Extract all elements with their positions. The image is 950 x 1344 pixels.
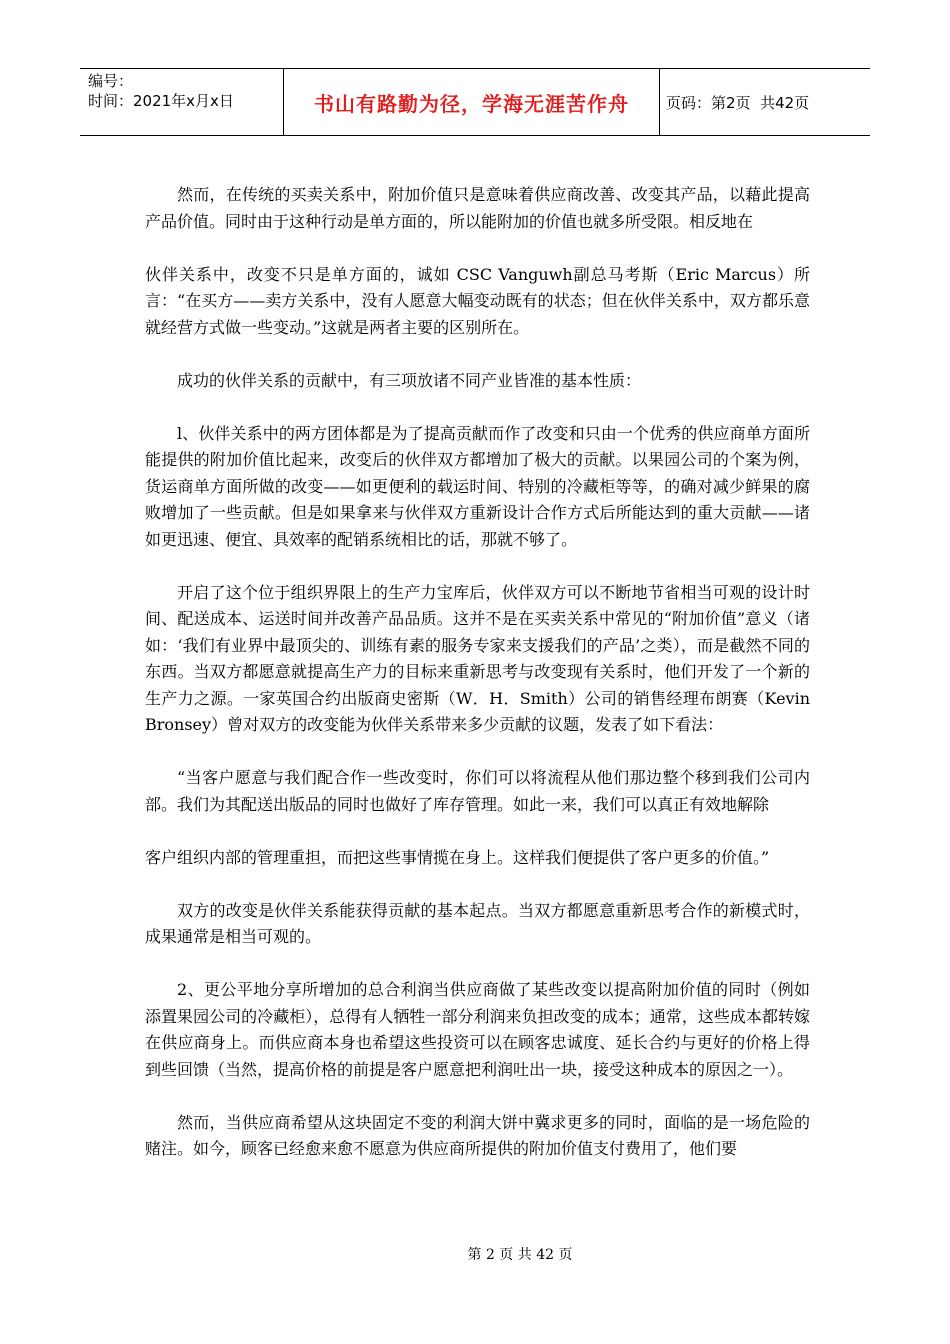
document-date-label: 时间：2021年x月x日 [88, 92, 234, 110]
header-page-info [660, 69, 870, 135]
page-info-text: 页码：第2页 共42页 [666, 93, 810, 112]
paragraph: 双方的改变是伙伴关系能获得贡献的基本起点。当双方都愿意重新思考合作的新模式时，成果通常是相当可观的。 [145, 900, 810, 946]
paragraph: 然而，在传统的买卖关系中，附加价值只是意味着供应商改善、改变其产品，以藉此提高产品价值。同时由于这种行动是单方面的，所以能附加的价值也就多所受限。相反地在 [145, 185, 810, 231]
header-motto [284, 69, 660, 135]
motto-text: 书山有路勤为径，学海无涯苦作舟 [314, 91, 629, 116]
header-meta [80, 69, 284, 135]
paragraph: 客户组织内部的管理重担，而把这些事情揽在身上。这样我们便提供了客户更多的价值。” [145, 847, 770, 867]
paragraph: “当客户愿意与我们配合作一些改变时，你们可以将流程从他们那边整个移到我们公司内部。我们为其配送出版品的同时也做好了库存管理。如此一来，我们可以真正有效地解除 [145, 768, 810, 814]
paragraph: 开启了这个位于组织界限上的生产力宝库后，伙伴双方可以不断地节省相当可观的设计时间、配送成本、运送时间并改善产品品质。这并不是在买卖关系中常见的“附加价值”意义（诸如：‘我们有业界中最顶尖的、训练有素的服务专家来支援我们的产品’之类），而是截然不同的东西。当双方都愿意就提高生产力的目标来重新思考与改变现有关系时，他们开发了一个新的生产力之源。一家英国合约出版商史密斯（W．H．Smith）公司的销售经理布朗赛（Kevin Bronsey）曾对双方的改变能为伙伴关系带来多少贡献的议题，发表了如下看法： [145, 582, 810, 734]
paragraph: 成功的伙伴关系的贡献中，有三项放诸不同产业皆准的基本性质： [177, 370, 642, 390]
paragraph: 伙伴关系中，改变不只是单方面的，诚如 CSC Vanguwh副总马考斯（Eric Marcus）所言：“在买方——卖方关系中，没有人愿意大幅变动既有的状态；但在伙伴关系中，双方都乐意就经营方式做一些变动。”这就是两者主要的区别所在。 [145, 264, 810, 337]
paragraph: l、伙伴关系中的两方团体都是为了提高贡献而作了改变和只由一个优秀的供应商单方面所能提供的附加价值比起来，改变后的伙伴双方都增加了极大的贡献。以果园公司的个案为例，货运商单方面所做的改变——如更便利的载运时间、特别的冷藏柜等等，的确对减少鲜果的腐败增加了一些贡献。但是如果拿来与伙伴双方重新设计合作方式后所能达到的重大贡献——诸如更迅速、便宜、具效率的配销系统相比的话，那就不够了。 [145, 423, 810, 549]
document-header [80, 68, 870, 136]
paragraph: 然而，当供应商希望从这块固定不变的利润大饼中冀求更多的同时，面临的是一场危险的赌注。如今，顾客已经愈来愈不愿意为供应商所提供的附加价值支付费用了，他们要 [145, 1112, 810, 1158]
page-footer [0, 1244, 950, 1264]
document-number-label: 编号： [88, 72, 134, 90]
paragraph: 2、更公平地分享所增加的总合利润当供应商做了某些改变以提高附加价值的同时（例如添置果园公司的冷藏柜），总得有人牺牲一部分利润来负担改变的成本；通常，这些成本都转嫁在供应商身上。而供应商本身也希望这些投资可以在顾客忠诚度、延长合约与更好的价格上得到些回馈（当然，提高价格的前提是客户愿意把利润吐出一块，接受这种成本的原因之一）。 [145, 980, 810, 1079]
footer-page-number: 第 2 页 共 42 页 [467, 1247, 573, 1263]
document-body [145, 182, 810, 1163]
